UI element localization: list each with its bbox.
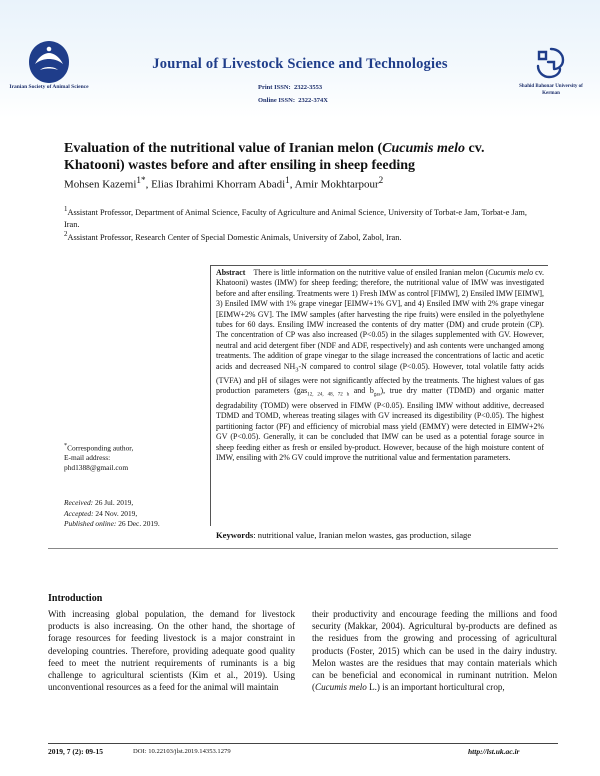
print-issn-value: 2322-3553 <box>293 84 323 91</box>
online-issn-value: 2322-374X <box>298 97 328 104</box>
author-name: Amir Mokhtarpour <box>294 178 379 191</box>
abstract-segment: There is little information on the nutritive value of ensiled Iranian melon ( <box>253 268 489 277</box>
author-list: Mohsen Kazemi$^{1*}$, Elias Ibrahimi Khorram Abadi$^1$, Amir Mokhtarpour$^2$ <box>64 175 384 191</box>
body-species: Cucumis melo <box>315 682 367 693</box>
abstract-species: Cucumis melo <box>488 268 534 277</box>
accepted-label: Accepted: <box>64 508 94 518</box>
affiliation <box>64 229 544 244</box>
abstract-subscript: 12, 24, 48, 72 h <box>307 392 350 398</box>
title-part-1: Evaluation of the nutritional value of Iranian melon ( <box>64 141 383 156</box>
affiliation-number: 2 <box>64 231 68 238</box>
affiliation-text: Assistant Professor, Department of Animal Science, Faculty of Agriculture and Animal Science, University of Torbat-e Jam, Torbat-e Jam, Iran. <box>64 207 527 229</box>
affiliation-text: Assistant Professor, Research Center of Special Domestic Animals, University of Zabol, Zabol, Iran. <box>67 232 402 242</box>
title-species: Cucumis melo <box>382 141 465 156</box>
online-issn-label: Online ISSN: <box>258 97 296 104</box>
footer-journal-url-link[interactable]: http://lst.uk.ac.ir <box>468 747 520 756</box>
footer-volume-pages: 2019, 7 (2): 09-15 <box>48 747 103 756</box>
published-label: Published online: <box>64 519 117 528</box>
article-dates <box>64 498 204 530</box>
print-issn-label: Print ISSN: <box>258 84 291 91</box>
published-date: 26 Dec. 2019. <box>118 519 160 528</box>
body-column-left: With increasing global population, the demand for livestock products is also increasing. On the other hand, the shortage of forage resources for feeding livestock is a major constraint in developing countries. Therefore, providing adequate good quality feed to meet the nutrient requirements of ruminants is a big challenge to agricultural scientists (Kim et al., 2019). Using unconventional resources as a feed for the animal will maintain <box>48 609 295 693</box>
received-date: 26 Jul. 2019, <box>95 498 134 507</box>
journal-title: Journal of Livestock Science and Technologies <box>152 56 448 72</box>
author-name: Mohsen Kazemi <box>64 178 137 191</box>
abstract-segment: -N compared to control silage (P<0.05). However, total volatile fatty acids (TVFA) and pH of silages were not significantly affected by the treatments. The highest values of gas production parameters (gas <box>216 361 544 396</box>
title-part-2: cv. Khatooni) wastes before and after ensiling in sheep feeding <box>64 141 485 173</box>
received-label: Received: <box>64 498 94 507</box>
accepted-date: 24 Nov. 2019, <box>95 508 138 518</box>
email-label: E-mail address: <box>64 453 111 463</box>
abstract-text <box>216 268 544 463</box>
author-affiliation-mark: 2 <box>378 175 384 185</box>
abstract-segment: ), true dry matter (TDMD) and organic matter degradability (TOMD) were observed in FIMW (P<0.05). Ensiling IMW without additive, decreased TDMD and TOMD, whereas treating silages with GV increased its digestibility (P<0.05). The highest partitioning factor (PF) and efficiency of microbial mass yield (EMMY) were detected in EIMW+2% GV (P<0.05). Generally, it can be concluded that IMW can be used as a potential forage source in sheep feeding either as fresh or ensiled by-product. However, because of the high moisture content of IMW, ensiling with 2% GV could improve the nutritional value and fermentation parameters. <box>216 386 545 463</box>
keywords-label: Keywords <box>216 530 254 540</box>
body-column-right <box>312 608 557 693</box>
corresponding-mark: * <box>64 443 68 449</box>
body-segment: L.) is an important horticultural crop, <box>366 682 505 693</box>
abstract-heading: Abstract <box>216 268 246 277</box>
introduction-heading: Introduction <box>48 593 103 604</box>
university-logo-icon <box>534 46 568 80</box>
corresponding-label: Corresponding author, <box>67 443 134 453</box>
affiliation <box>64 204 544 231</box>
author-affiliation-mark: 1 <box>285 175 290 185</box>
abstract-segment: cv. Khatooni) wastes (IMW) for sheep feeding; therefore, the nutritional value of IMW was investigated before and after ensiling. Treatments were 1) Fresh IMW as control [FIMW], 2) Ensiled IMW [EIMW], 3) Ensiled IMW with 1% grape vinegar [EIMW+1% GV], and 4) Ensiled IMW with 2% grape vinegar [EIMW+2% GV]. The IMW samples (after harvesting the ripe fruits) were ensiled in the polyethylene tubes for 60 days. Ensiling IMW increased the contents of dry matter (DM) and crude protein (CP). The concentration of CP was also increased (P<0.05) in the silages supplemented with GV. However, neutral and acid detergent fiber (NDF and ADF, respectively) and ash contents were unchanged among treatments. The addition of grape vinegar to the silage increased the concentrations of lactic and acetic acids and decreased NH <box>216 268 544 371</box>
society-name: Iranian Society of Animal Science <box>9 84 89 90</box>
article-title <box>64 140 534 174</box>
affiliation-number: 1 <box>64 206 68 213</box>
abstract-subscript: 3 <box>295 366 299 374</box>
print-issn <box>258 84 322 91</box>
keywords <box>216 530 551 540</box>
section-divider <box>48 548 558 549</box>
author-name: Elias Ibrahimi Khorram Abadi <box>151 178 286 191</box>
society-logo-icon <box>26 40 72 84</box>
abstract-subscript: gas <box>373 392 381 398</box>
footer-doi-link[interactable]: DOI: 10.22103/jlst.2019.14353.1279 <box>133 748 231 755</box>
abstract-segment: and b <box>349 386 374 396</box>
online-issn <box>258 97 328 104</box>
corresponding-author-note <box>64 441 204 473</box>
author-affiliation-mark: 1* <box>136 175 146 185</box>
author-email-link[interactable]: phd1388@gmail.com <box>64 463 129 473</box>
body-segment: their productivity and encourage feeding the millions and food security (Makkar, 2004). Agricultural by-products are defined as the residues from the growing and processing of agricultural products (Foster, 2015) which can be used in the dairy industry. Melon wastes are the residues that may contain materials which can be beneficial and economical in ruminant nutrition. Melon ( <box>312 609 557 693</box>
footer-divider <box>48 743 558 744</box>
university-name: Shahid Bahonar University of Kerman <box>519 84 583 96</box>
keywords-text: : nutritional value, Iranian melon wastes, gas production, silage <box>253 530 472 540</box>
